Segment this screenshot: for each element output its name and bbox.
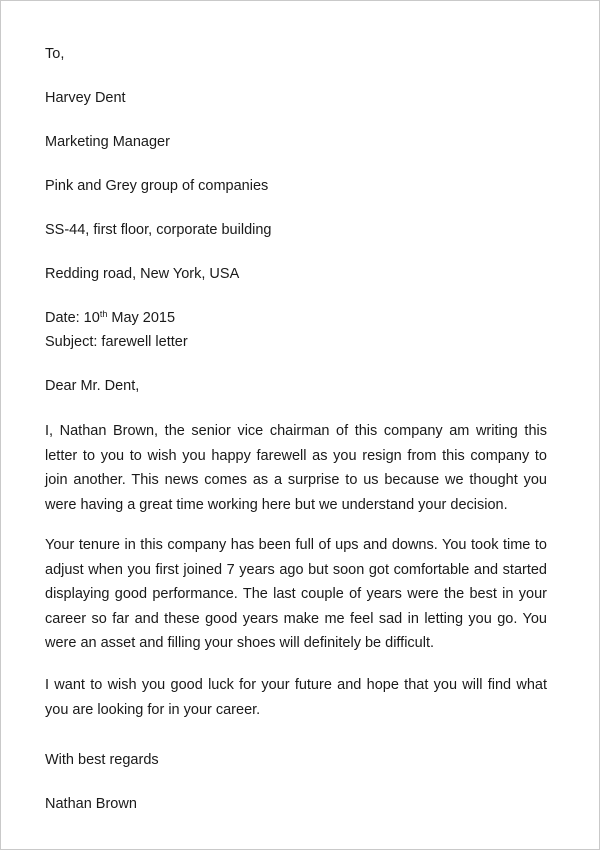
- body-paragraph-2: Your tenure in this company has been full of ups and downs. You took time to adjust when you first joined 7 years ago but soon got comfortable and started displaying good performance. The last couple of years were the best in your career so far and these good years make me feel sad in letting you go. You were an asset and filling your shoes will definitely be difficult.: [45, 537, 547, 651]
- recipient-company: Pink and Grey group of companies: [45, 178, 269, 194]
- date-ordinal-suffix: th: [99, 309, 108, 319]
- date-suffix: May 2015: [107, 310, 176, 326]
- salutation-to: To,: [45, 46, 65, 62]
- recipient-name: Harvey Dent: [45, 90, 126, 106]
- closing: With best regards: [45, 752, 159, 768]
- body-paragraph-3: I want to wish you good luck for your future and hope that you will find what you are looking for in your career.: [45, 677, 547, 718]
- letter-date: [45, 308, 175, 328]
- greeting: Dear Mr. Dent,: [45, 378, 140, 394]
- letter-subject: Subject: farewell letter: [45, 334, 188, 350]
- date-prefix: Date: 10: [45, 310, 100, 326]
- address-line-2: Redding road, New York, USA: [45, 266, 240, 282]
- signature-name: Nathan Brown: [45, 796, 137, 812]
- address-line-1: SS-44, first floor, corporate building: [45, 222, 272, 238]
- body-paragraph-1: I, Nathan Brown, the senior vice chairman of this company am writing this letter to you to wish you happy farewell as you resign from this company to join another. This news comes as a surprise to us because we thought you were having a great time working here but we understand your decision.: [45, 423, 547, 513]
- recipient-title: Marketing Manager: [45, 134, 170, 150]
